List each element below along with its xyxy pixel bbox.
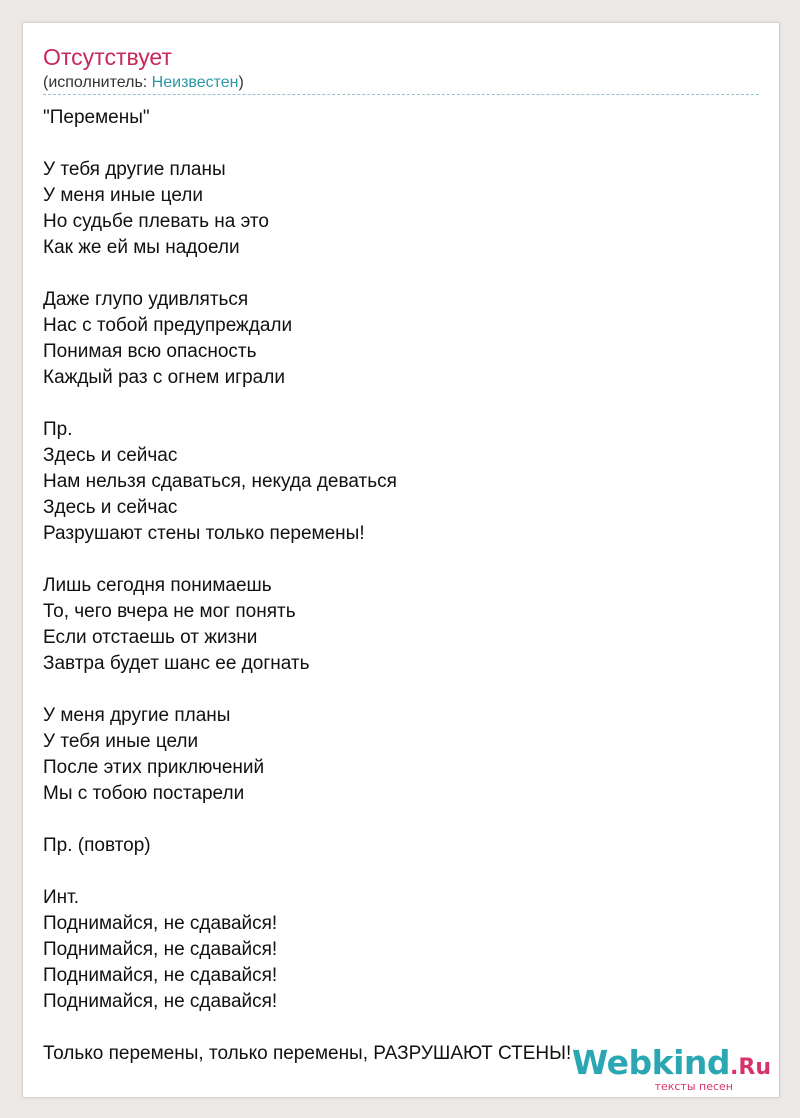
- lyric-line: Нам нельзя сдаваться, некуда деваться: [43, 471, 397, 492]
- artist-prefix: (исполнитель:: [43, 74, 152, 91]
- stanza-break: [43, 131, 743, 157]
- lyric-line: "Перемены": [43, 107, 150, 128]
- lyric-line: У тебя иные цели: [43, 731, 199, 752]
- stanza-break: [43, 1015, 743, 1041]
- lyrics-sheet: [22, 22, 780, 1098]
- watermark-tld: .Ru: [730, 1055, 771, 1080]
- watermark-brand: Webkind: [571, 1043, 731, 1082]
- lyric-line: После этих приключений: [43, 757, 265, 778]
- lyric-line: Инт.: [43, 887, 80, 908]
- lyric-line: Поднимайся, не сдавайся!: [43, 991, 278, 1012]
- lyric-line: У меня иные цели: [43, 185, 203, 206]
- lyric-line: Пр. (повтор): [43, 835, 151, 856]
- lyric-line: Лишь сегодня понимаешь: [43, 575, 272, 596]
- artist-link[interactable]: Неизвестен: [151, 74, 239, 91]
- divider: [43, 94, 759, 95]
- song-title: Отсутствует: [43, 44, 172, 70]
- lyric-line: Даже глупо удивляться: [43, 289, 249, 310]
- lyric-line: Здесь и сейчас: [43, 445, 178, 466]
- lyric-line: Нас с тобой предупреждали: [43, 315, 293, 336]
- lyric-line: Только перемены, только перемены, РАЗРУШАЮТ СТЕНЫ!: [43, 1043, 572, 1064]
- lyric-line: Поднимайся, не сдавайся!: [43, 965, 278, 986]
- stanza-break: [43, 547, 743, 573]
- lyric-line: Поднимайся, не сдавайся!: [43, 913, 278, 934]
- lyric-line: Но судьбе плевать на это: [43, 211, 269, 232]
- lyrics-text: [43, 105, 743, 1067]
- artist-line: [43, 73, 244, 93]
- stanza-break: [43, 807, 743, 833]
- lyric-line: Поднимайся, не сдавайся!: [43, 939, 278, 960]
- site-watermark: [571, 1043, 771, 1093]
- lyric-line: У меня другие планы: [43, 705, 231, 726]
- artist-suffix: ): [238, 74, 244, 91]
- lyric-line: Разрушают стены только перемены!: [43, 523, 365, 544]
- lyric-line: Пр.: [43, 419, 73, 440]
- lyric-line: Здесь и сейчас: [43, 497, 178, 518]
- watermark-tagline: тексты песен: [654, 1080, 733, 1093]
- lyric-line: Каждый раз с огнем играли: [43, 367, 285, 388]
- lyric-line: Если отстаешь от жизни: [43, 627, 258, 648]
- lyric-line: Понимая всю опасность: [43, 341, 257, 362]
- lyric-line: То, чего вчера не мог понять: [43, 601, 296, 622]
- stanza-break: [43, 391, 743, 417]
- stanza-break: [43, 677, 743, 703]
- lyric-line: У тебя другие планы: [43, 159, 226, 180]
- lyric-line: Как же ей мы надоели: [43, 237, 240, 258]
- lyric-line: Завтра будет шанс ее догнать: [43, 653, 310, 674]
- stanza-break: [43, 261, 743, 287]
- lyric-line: Мы с тобою постарели: [43, 783, 245, 804]
- stanza-break: [43, 859, 743, 885]
